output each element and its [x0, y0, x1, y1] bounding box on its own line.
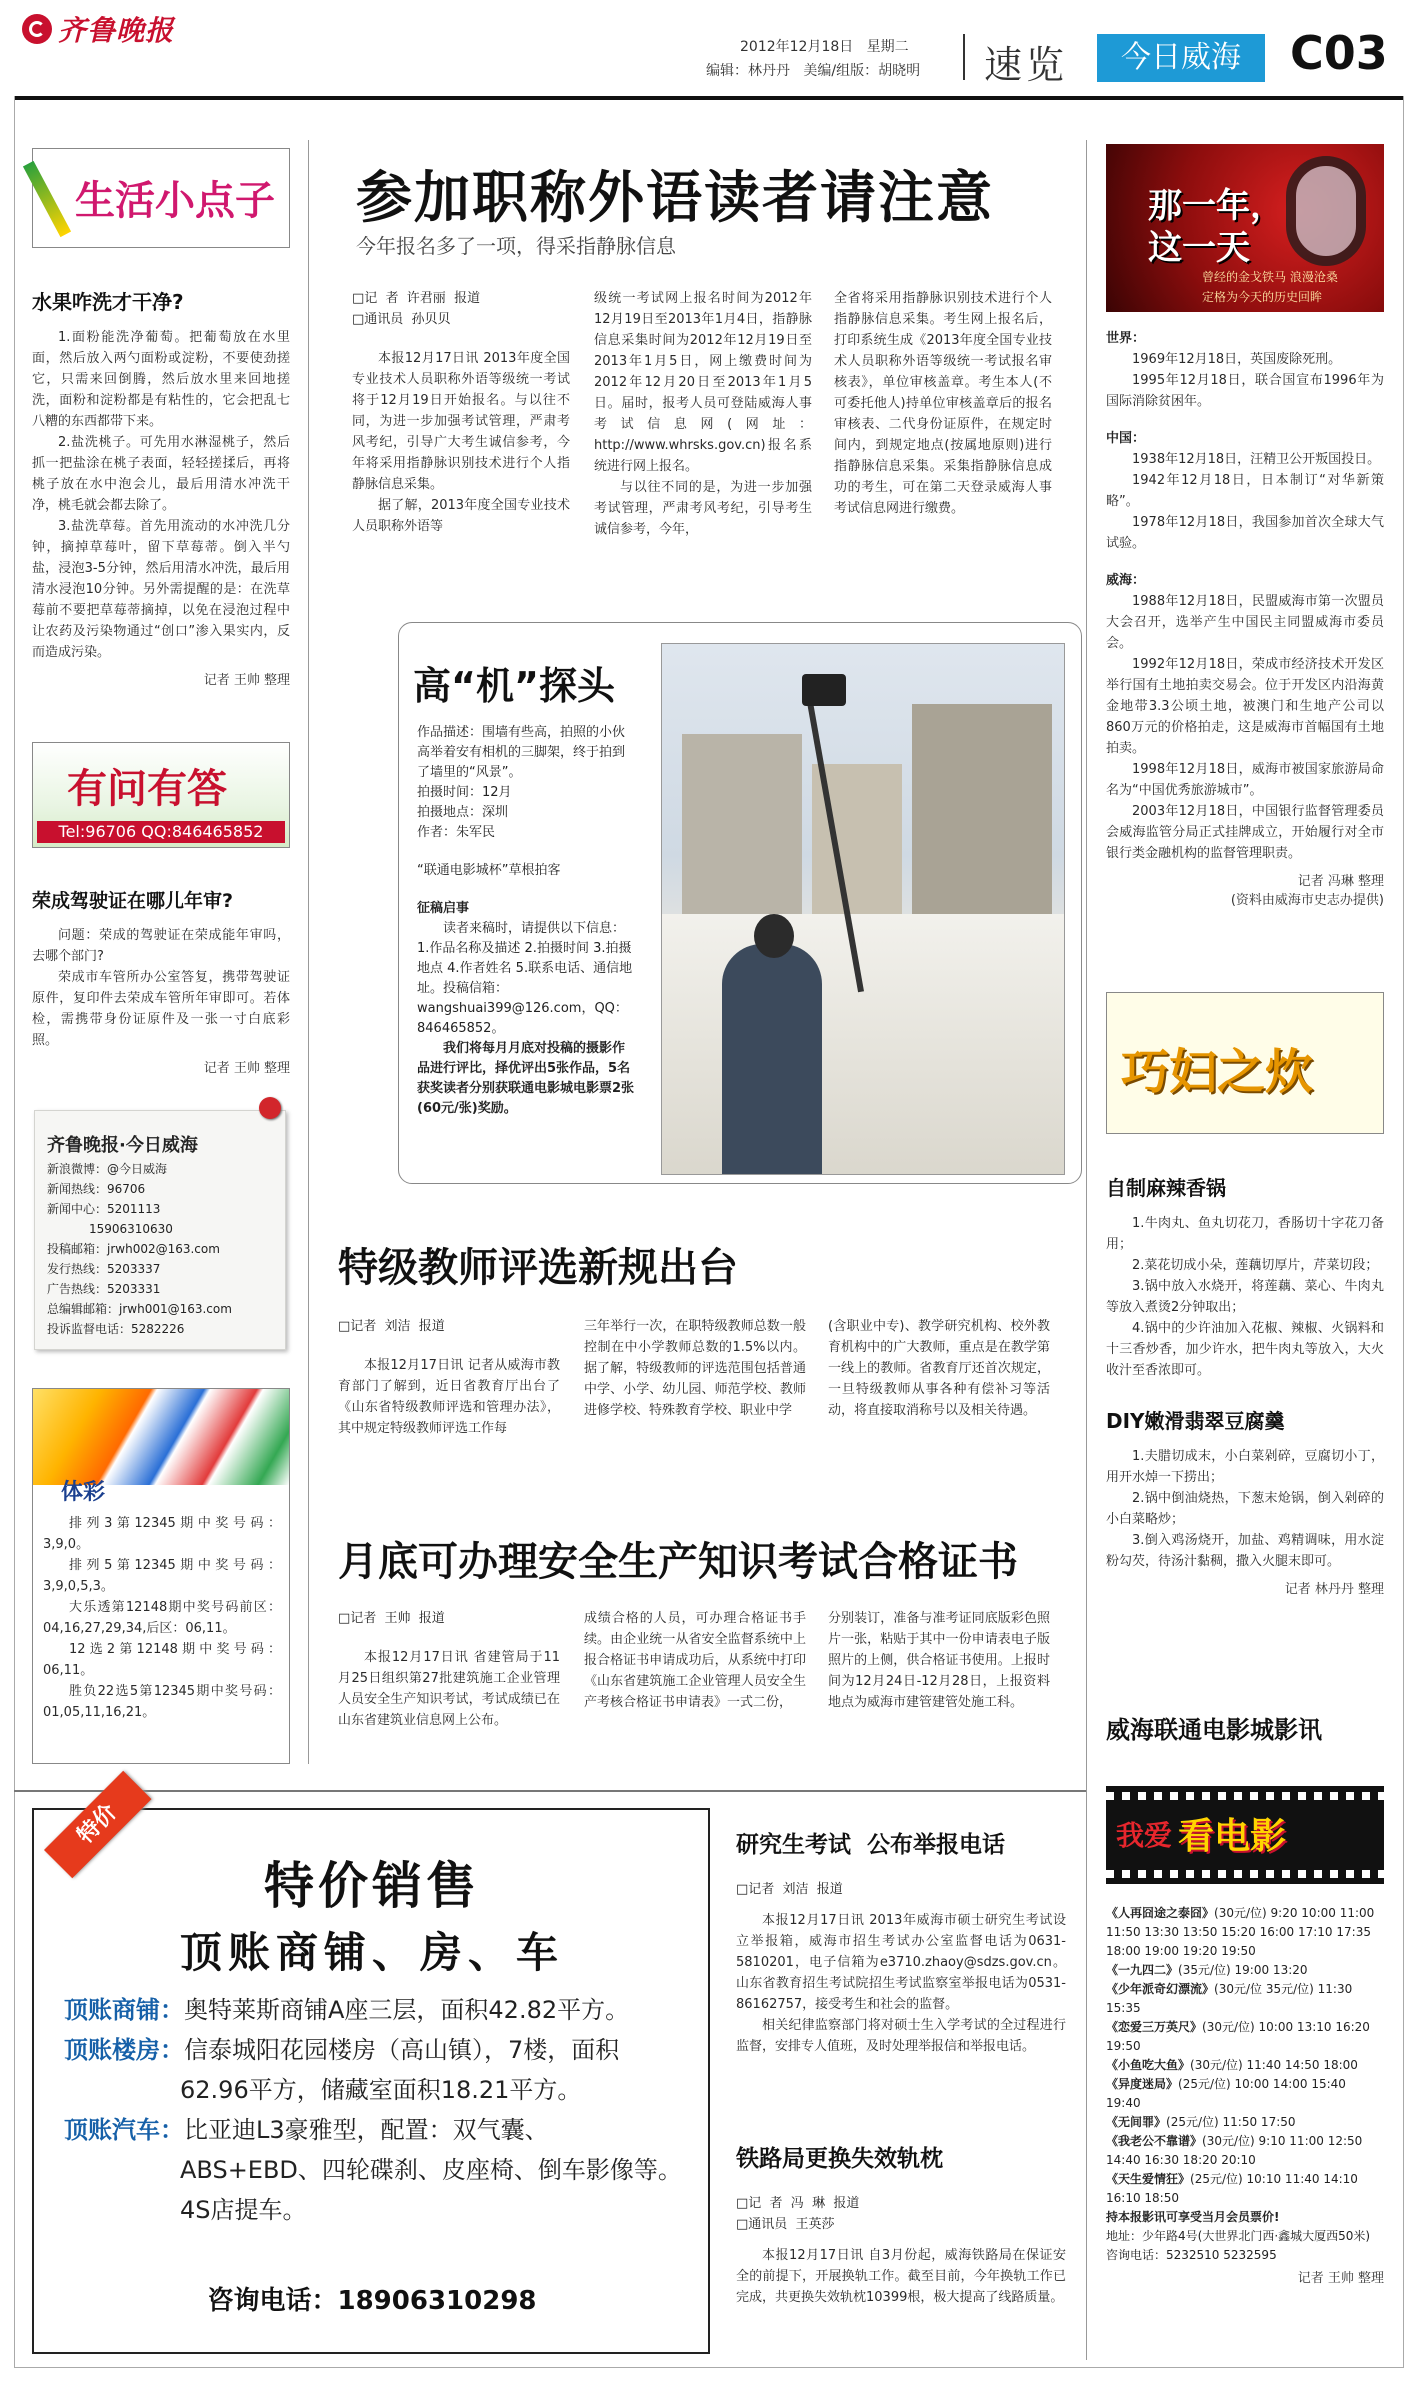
film-row: 《一九四二》(35元/位) 19:00 13:20 — [1106, 1963, 1308, 1977]
lead-paragraph: 与以往不同的是，为进一步加强考试管理，严肃考风考纪，引导考生诚信参考，今年， — [594, 480, 812, 537]
qa-header: 有问有答 Tel:96706 QQ:846465852 — [32, 742, 290, 848]
person-head — [754, 914, 794, 958]
lead-col-3 — [834, 288, 1052, 519]
contact-line: 投诉监督电话：5282226 — [47, 1322, 185, 1336]
safety-paragraph: 本报12月17日讯 省建管局于11月25日组织第27批建筑施工企业管理人员安全生产知识考试，考试成绩已在山东省建筑业信息网上公布。 — [338, 1650, 560, 1728]
photo-prize-text: 我们将每月月底对投稿的摄影作品进行评比，择优评出5张作品，5名获奖读者分别获联通电影城电影票2张(60元/张)奖励。 — [417, 1041, 635, 1116]
newspaper-logo: 齐鲁晚报 — [22, 10, 222, 48]
section-rule — [14, 1790, 1086, 1792]
recipe-step: 1.夫腊切成末，小白菜剁碎，豆腐切小丁，用开水焯一下捞出； — [1106, 1449, 1384, 1485]
history-entry: 1942年12月18日，日本制订“对华新策略”。 — [1106, 473, 1384, 509]
cinema-note: 持本报影讯可享受当月会员票价! — [1106, 2210, 1280, 2224]
history-heading: 世界： — [1106, 331, 1146, 346]
lottery-result: 排列3第12345期中奖号码：3,9,0。 — [43, 1516, 281, 1552]
contact-line: 新闻中心：5201113 — [47, 1202, 161, 1216]
safety-credit: □记者 王帅 报道 — [338, 1611, 445, 1626]
history-byline: 记者 冯琳 整理 — [1297, 874, 1384, 889]
section-divider — [963, 34, 965, 80]
contact-line: 总编辑邮箱：jrwh001@163.com — [47, 1302, 232, 1316]
tips-column — [32, 286, 290, 688]
tip-paragraph: 2.盐洗桃子。可先用水淋湿桃子，然后抓一把盐涂在桃子表面，轻轻搓揉后，再将桃子放在水中泡会儿，最后用清水冲洗干净，桃毛就会都去除了。 — [32, 435, 290, 513]
qa-byline: 记者 王帅 整理 — [203, 1061, 290, 1076]
history-heading: 威海： — [1106, 573, 1146, 588]
safety-paragraph: 成绩合格的人员，可办理合格证书手续。由企业统一从省安全监督系统中上报合格证书申请成功后，从系统中打印《山东省建筑施工企业管理人员安全生产考核合格证书申请表》一式二份， — [584, 1611, 806, 1710]
recipe-step: 3.锅中放入水烧开，将莲藕、菜心、牛肉丸等放入煮烫2分钟取出； — [1106, 1279, 1384, 1315]
photo-box — [398, 622, 1082, 1184]
qa-column — [32, 886, 290, 1076]
history-entry: 1938年12月18日，汪精卫公开叛国投日。 — [1132, 452, 1381, 467]
tip-paragraph: 1.面粉能洗净葡萄。把葡萄放在水里面，然后放入两勺面粉或淀粉，不要使劲搓它，只需来回倒腾，然后放水里来回地搓洗，面粉和淀粉都是有粘性的，它会把乱七八糟的东西都带下来。 — [32, 330, 290, 429]
film-strip-icon — [1106, 1870, 1384, 1878]
recipe-step: 4.锅中的少许油加入花椒、辣椒、火锅料和十三香炒香，加少许水，把牛肉丸等放入，大火收汁至香浓即可。 — [1106, 1321, 1384, 1378]
recipe-step: 2.锅中倒油烧热，下葱末炝锅，倒入剁碎的小白菜略炒； — [1106, 1491, 1384, 1527]
building-shape — [682, 734, 802, 934]
ad-title: 特价销售 — [264, 1857, 480, 1915]
teacher-col-2 — [584, 1316, 806, 1421]
lottery-result: 大乐透第12148期中奖号码前区：04,16,27,29,34,后区：06,11。 — [43, 1600, 281, 1636]
photo-call-heading: 征稿启事 — [417, 901, 470, 916]
grad-credit: □记者 刘洁 报道 — [736, 1882, 843, 1897]
building-shape — [912, 704, 1052, 934]
contact-line: 新浪微博：@今日威海 — [47, 1162, 168, 1176]
contact-line: 投稿邮箱：jrwh002@163.com — [47, 1242, 220, 1256]
history-source: (资料由威海市史志办提供) — [1230, 893, 1384, 908]
qa-tel-banner: Tel:96706 QQ:846465852 — [37, 821, 285, 843]
editor-credit: 编辑：林丹丹 — [706, 63, 790, 79]
lead-col-1 — [352, 288, 570, 537]
film-row: 《少年派奇幻漂流》(30元/位 35元/位) 11:30 15:35 — [1106, 1982, 1353, 2015]
safety-col-3 — [828, 1608, 1050, 1713]
photo-author: 作者：朱军民 — [417, 825, 496, 840]
cinema-address: 地址：少年路4号(大世界北门西·鑫城大厦西50米) — [1106, 2229, 1371, 2243]
recipe-step: 1.牛肉丸、鱼丸切花刀，香肠切十字花刀备用； — [1106, 1216, 1384, 1252]
teacher-col-1 — [338, 1316, 560, 1439]
mirror-icon — [1286, 156, 1366, 266]
teacher-paragraph: (含职业中专)、教学研究机构、校外教育机构中的广大教师，重点是在教学第一线上的教师。省教育厅还首次规定，一旦特级教师从事各种有偿补习等活动，将直接取消称号以及相关待遇。 — [828, 1319, 1050, 1418]
recipe-step: 3.倒入鸡汤烧开，加盐、鸡精调味，用水淀粉勾芡，待汤汁黏稠，撒入火腿末即可。 — [1106, 1533, 1384, 1569]
qa-paragraph: 问题：荣成的驾驶证在荣成能年审吗，去哪个部门? — [32, 928, 290, 964]
issue-weekday: 星期二 — [866, 39, 909, 55]
pushpin-icon — [259, 1097, 281, 1119]
logo-emblem-icon — [22, 14, 52, 44]
designer-credit: 美编/组版：胡晓明 — [803, 63, 921, 79]
sale-ad — [32, 1799, 710, 2354]
photo-image — [661, 643, 1065, 1175]
column-rule — [308, 140, 309, 1764]
column-tab: 今日威海 — [1097, 34, 1265, 82]
history-entry: 2003年12月18日，中国银行监督管理委员会威海监管分局正式挂牌成立，开始履行对全市银行类金融机构的监督管理职责。 — [1106, 804, 1384, 861]
photo-time: 拍摄时间：12月 — [417, 785, 512, 800]
issue-date: 2012年12月18日 — [740, 39, 854, 55]
grad-paragraph: 本报12月17日讯 2013年威海市硕士研究生考试设立举报箱，威海市招生考试办公室监督电话为0631-5810201，电子信箱为e3710.zhaoy@sdzs.gov.cn。山东省教育招生考试院招生考试监察室举报电话为0531-86162757，接受考生和社会的监督。 — [736, 1913, 1066, 2012]
safety-headline: 月底可办理安全生产知识考试合格证书 — [338, 1539, 1018, 1585]
history-entry: 1988年12月18日，民盟威海市第一次盟员大会召开，选举产生中国民主同盟威海市委员会。 — [1106, 594, 1384, 651]
history-entry: 1992年12月18日，荣成市经济技术开发区举行国有土地拍卖交易会。位于开发区内沿海黄金地带3.3公顷土地，被澳门和生地产公司以860万元的价格拍走，这是威海市首幅国有土地拍卖。 — [1106, 657, 1384, 756]
lead-col-2 — [594, 288, 812, 540]
lottery-star-icon — [33, 1389, 289, 1485]
grad-headline: 研究生考试 公布举报电话 — [736, 1832, 1006, 1858]
ad-row-house: 顶账楼房：信泰城阳花园楼房（高山镇），7楼，面积62.96平方，储藏室面积18.21平方。 — [64, 2036, 620, 2104]
photo-title: 高“机”探头 — [413, 664, 615, 708]
photo-place: 拍摄地点：深圳 — [417, 805, 509, 820]
history-heading: 中国： — [1106, 431, 1146, 446]
contact-line: 发行热线：5203337 — [47, 1262, 161, 1276]
photo-description: 作品描述：围墙有些高，拍照的小伙高举着安有相机的三脚架，终于拍到了墙里的“风景”。 — [417, 725, 626, 780]
qa-paragraph: 荣成市车管所办公室答复，携带驾驶证原件，复印件去荣成车管所年审即可。若体检，需携带身份证原件及一张一寸白底彩照。 — [32, 970, 290, 1048]
teacher-headline: 特级教师评选新规出台 — [338, 1245, 738, 1291]
lottery-result: 胜负22选5第12345期中奖号码：01,05,11,16,21。 — [43, 1684, 281, 1720]
cinema-headline: 威海联通电影城影讯 — [1106, 1716, 1322, 1744]
film-row: 《人再囧途之泰囧》(30元/位) 9:20 10:00 11:00 11:50 13:30 13:50 15:20 16:00 17:10 17:35 18:00 19:00 19:20 19:50 — [1106, 1906, 1375, 1958]
column-rule — [1086, 140, 1087, 2360]
rail-article — [736, 2140, 1066, 2308]
photo-contest: “联通电影城杯”草根拍客 — [417, 863, 561, 878]
cook-byline: 记者 林丹丹 整理 — [1284, 1582, 1384, 1597]
ad-row-car: 顶账汽车：比亚迪L3豪雅型，配置：双气囊、ABS+EBD、四轮碟刹、皮座椅、倒车影像等。4S店提车。 — [64, 2116, 682, 2224]
film-strip-icon — [1106, 1792, 1384, 1800]
tip-byline: 记者 王帅 整理 — [203, 673, 290, 688]
photo-call-text: 读者来稿时，请提供以下信息：1.作品名称及描述 2.拍摄时间 3.拍摄地点 4.作者姓名 5.联系电话、通信地址。投稿信箱：wangshuai399@126.com，QQ：846465852。 — [417, 921, 633, 1036]
tip-heading: 水果咋洗才干净? — [32, 290, 184, 314]
film-row: 《无间罪》(25元/位) 11:50 17:50 — [1106, 2115, 1296, 2129]
cinema-byline: 记者 王帅 整理 — [1297, 2271, 1384, 2286]
cook-column — [1106, 1172, 1384, 1597]
cinema-listing — [1106, 1904, 1384, 2288]
rail-headline: 铁路局更换失效轨枕 — [736, 2146, 943, 2172]
lottery-result: 12选2第12148期中奖号码：06,11。 — [43, 1642, 281, 1678]
section-label: 速览 — [984, 43, 1069, 87]
page-number: C03 — [1290, 26, 1388, 80]
safety-paragraph: 分别装订，准备与准考证同底版彩色照片一张，粘贴于其中一份申请表电子版照片的上侧，供合格证书使用。上报时间为12月24日-12月28日，上报资料地点为威海市建管建管处施工科。 — [828, 1611, 1050, 1710]
history-column — [1106, 328, 1384, 908]
history-entry: 1969年12月18日，英国废除死刑。 — [1132, 352, 1342, 367]
grad-article — [736, 1826, 1066, 2057]
contact-line: 15906310630 — [47, 1222, 173, 1236]
teacher-paragraph: 三年举行一次，在职特级教师总数一般控制在中小学教师总数的1.5%以内。据了解，特级教师的评选范围包括普通中学、小学、幼儿园、师范学校、教师进修学校、特殊教育学校、职业中学 — [584, 1319, 806, 1418]
history-entry: 1978年12月18日，我国参加首次全球大气试验。 — [1106, 515, 1384, 551]
contact-line: 新闻热线：96706 — [47, 1182, 146, 1196]
film-row: 《恋爱三万英尺》(30元/位) 10:00 13:10 16:20 19:50 — [1106, 2020, 1370, 2053]
contact-line: 广告热线：5203331 — [47, 1282, 161, 1296]
lead-headline: 参加职称外语读者请注意 — [356, 166, 994, 231]
ad-row-shop: 顶账商铺：奥特莱斯商铺A座三层，面积42.82平方。 — [64, 1996, 630, 2024]
recipe-heading: DIY嫩滑翡翠豆腐羹 — [1106, 1409, 1285, 1433]
rail-credit: □通讯员 王英莎 — [736, 2217, 835, 2232]
teacher-credit: □记者 刘洁 报道 — [338, 1319, 445, 1334]
history-entry: 1998年12月18日，威海市被国家旅游局命名为“中国优秀旅游城市”。 — [1106, 762, 1384, 798]
safety-col-1 — [338, 1608, 560, 1731]
lead-subheadline: 今年报名多了一项，得采指静脉信息 — [356, 234, 676, 258]
rail-paragraph: 本报12月17日讯 自3月份起，威海铁路局在保证安全的前提下，开展换轨工作。截至目前，今年换轨工作已完成，共更换失效轨枕10399根，极大提高了线路质量。 — [736, 2248, 1066, 2305]
film-row: 《我老公不靠谱》(30元/位) 9:10 11:00 12:50 14:40 16:30 18:20 20:10 — [1106, 2134, 1363, 2167]
grad-paragraph: 相关纪律监察部门将对硕士生入学考试的全过程进行监督，安排专人值班，及时处理举报信和举报电话。 — [736, 2018, 1066, 2054]
tip-paragraph: 3.盐洗草莓。首先用流动的水冲洗几分钟，摘掉草莓叶，留下草莓蒂。倒入半勺盐，浸泡3-5分钟，然后用清水冲洗，最后用清水浸泡10分钟。另外需提醒的是：在洗草莓前不要把草莓蒂摘掉，以免在浸泡过程中让农药及污染物通过“创口”渗入果实内，反而造成污染。 — [32, 519, 290, 660]
lead-paragraph: 全省将采用指静脉识别技术进行个人指静脉信息采集。考生网上报名后，打印系统生成《2013年度全国专业技术人员职称外语等级统一考试报名审核表》，单位审核盖章。考生本人(不可委托他人)持单位审核盖章后的报名审核表、二代身份证原件，在规定时间内，到规定地点(按属地原则)进行指静脉信息采集。采集指静脉信息成功的考生，可在第二天登录威海人事考试信息网进行缴费。 — [834, 291, 1052, 516]
lead-credit: □通讯员 孙贝贝 — [352, 312, 451, 327]
safety-col-2 — [584, 1608, 806, 1713]
film-row: 《异度迷局》(25元/位) 10:00 14:00 15:40 19:40 — [1106, 2077, 1346, 2110]
lottery-box: 体彩 排列3第12345期中奖号码：3,9,0。 排列5第12345期中奖号码：3,9,0,5,3。 大乐透第12148期中奖号码前区：04,16,27,29,34,后区：06,11。 12选2第12148期中奖号码：06,11。 胜负22选5第12345期中奖号码：01,05,11,16,21。 — [32, 1388, 290, 1764]
qa-heading: 荣成驾驶证在哪儿年审? — [32, 890, 234, 912]
lead-paragraph: 级统一考试网上报名时间为2012年12月19日至2013年1月4日，指静脉信息采集时间为2012年12月19日至2013年1月5日，网上缴费时间为2012年12月20日至2013年1月5日。届时，报考人员可登陆威海人事考试信息网(网址：http://www.whrsks.gov.cn)报名系统进行网上报名。 — [594, 291, 812, 474]
cinema-tel: 咨询电话：5232510 5232595 — [1106, 2248, 1277, 2262]
rail-credit: □记 者 冯 琳 报道 — [736, 2196, 860, 2211]
cinema-banner: 我爱 看电影 — [1106, 1786, 1384, 1884]
history-entry: 1995年12月18日，联合国宣布1996年为国际消除贫困年。 — [1106, 373, 1384, 409]
history-banner: 那一年， 这一天 曾经的金戈铁马 浪漫沧桑 定格为今天的历史回眸 — [1106, 144, 1384, 312]
recipe-step: 2.菜花切成小朵，莲藕切厚片，芹菜切段； — [1132, 1258, 1379, 1273]
recipe-heading: 自制麻辣香锅 — [1106, 1176, 1226, 1200]
ad-phone: 咨询电话：18906310298 — [207, 2286, 537, 2316]
lead-paragraph: 据了解，2013年度全国专业技术人员职称外语等 — [352, 498, 570, 534]
person-shape — [722, 944, 822, 1175]
ad-subtitle: 顶账商铺、房、车 — [179, 1928, 564, 1977]
lead-paragraph: 本报12月17日讯 2013年度全国专业技术人员职称外语等级统一考试将于12月19日开始报名。与以往不同，为进一步加强考试管理，严肃考风考纪，引导广大考生诚信参考，今年将采用指静脉识别技术进行个人指静脉信息采集。 — [352, 351, 570, 492]
cook-header: 巧妇之炊 — [1106, 992, 1384, 1134]
film-row: 《小鱼吃大鱼》(30元/位) 11:40 14:50 18:00 — [1106, 2058, 1358, 2072]
camera-icon — [802, 674, 846, 706]
masthead — [0, 0, 1417, 92]
lottery-result: 排列5第12345期中奖号码：3,9,0,5,3。 — [43, 1558, 281, 1594]
contact-card: 齐鲁晚报·今日威海 新浪微博：@今日威海 新闻热线：96706 新闻中心：5201113 15906310630 投稿邮箱：jrwh002@163.com 发行热线：5203337 广告热线：5203331 总编辑邮箱：jrwh001@163.com 投诉监督电话：5282226 — [34, 1110, 286, 1350]
ad-ribbon: 特价 — [44, 1771, 151, 1878]
film-row: 《天生爱情狂》(25元/位) 10:10 11:40 14:10 16:10 18:50 — [1106, 2172, 1358, 2205]
teacher-col-3 — [828, 1316, 1050, 1421]
tips-header: 生活小点子 — [32, 148, 290, 248]
lead-credit: □记 者 许君丽 报道 — [352, 291, 481, 306]
teacher-paragraph: 本报12月17日讯 记者从威海市教育部门了解到，近日省教育厅出台了《山东省特级教师评选和管理办法》，其中规定特级教师评选工作每 — [338, 1358, 560, 1436]
